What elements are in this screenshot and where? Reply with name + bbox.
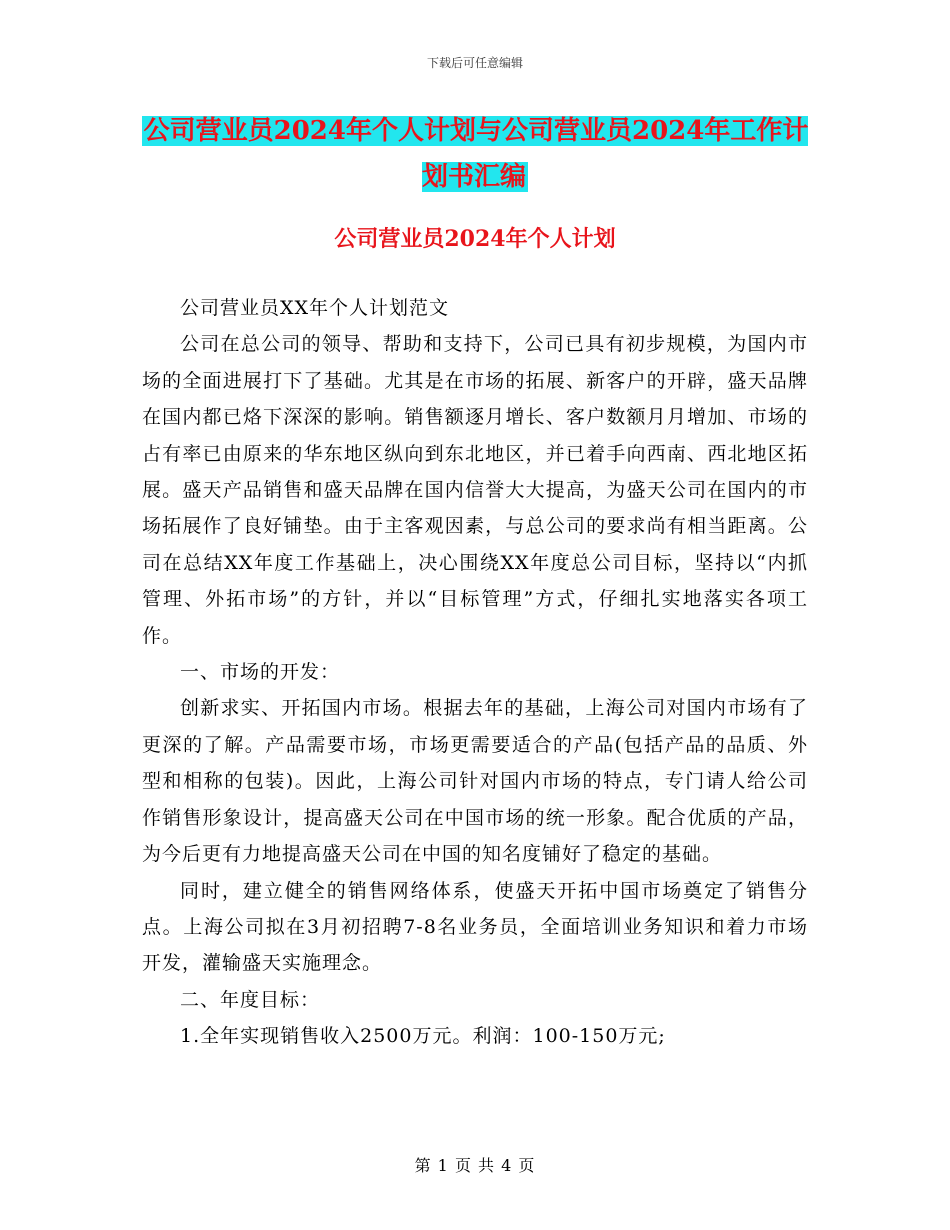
paragraph-subtitle: 公司营业员XX年个人计划范文 xyxy=(180,297,450,319)
paragraph-sales-network: 同时，建立健全的销售网络体系，使盛天开拓中国市场奠定了销售分点。上海公司拟在3月初招聘7-8名业务员，全面培训业务知识和着力市场开发，灌输盛天实施理念。 xyxy=(142,879,808,975)
paragraph-goal-1: 1.全年实现销售收入2500万元。利润：100-150万元; xyxy=(180,1025,666,1048)
heading-market-development: 一、市场的开发： xyxy=(180,661,341,684)
body-text xyxy=(142,290,808,1055)
header-note: 下载后可任意编辑 xyxy=(426,56,523,70)
heading-annual-goals: 二、年度目标： xyxy=(180,988,321,1011)
paragraph-market-development: 创新求实、开拓国内市场。根据去年的基础，上海公司对国内市场有了更深的了解。产品需要市场，市场更需要适合的产品(包括产品的品质、外型和相称的包装)。因此，上海公司针对国内市场的特点，专门请人给公司作销售形象设计，提高盛天公司在中国市场的统一形象。配合优质的产品，为今后更有力地提高盛天公司在中国的知名度铺好了稳定的基础。 xyxy=(142,697,808,866)
document-title-text: 公司营业员2024年个人计划与公司营业员2024年工作计划书汇编 xyxy=(143,116,809,192)
page-footer: 第 1 页 共 4 页 xyxy=(414,1156,536,1175)
paragraph-intro: 公司在总公司的领导、帮助和支持下，公司已具有初步规模，为国内市场的全面进展打下了基础。尤其是在市场的拓展、新客户的开辟，盛天品牌在国内都已烙下深深的影响。销售额逐月增长、客户数额月月增加、市场的占有率已由原来的华东地区纵向到东北地区，并已着手向西南、西北地区拓展。盛天产品销售和盛天品牌在国内信誉大大提高，为盛天公司在国内的市场拓展作了良好铺垫。由于主客观因素，与总公司的要求尚有相当距离。公司在总结XX年度工作基础上，决心围绕XX年度总公司目标，坚持以“内抓管理、外拓市场”的方针，并以“目标管理”方式，仔细扎实地落实各项工作。 xyxy=(142,333,808,647)
section-title: 公司营业员2024年个人计划 xyxy=(334,226,616,252)
document-title xyxy=(140,108,810,200)
